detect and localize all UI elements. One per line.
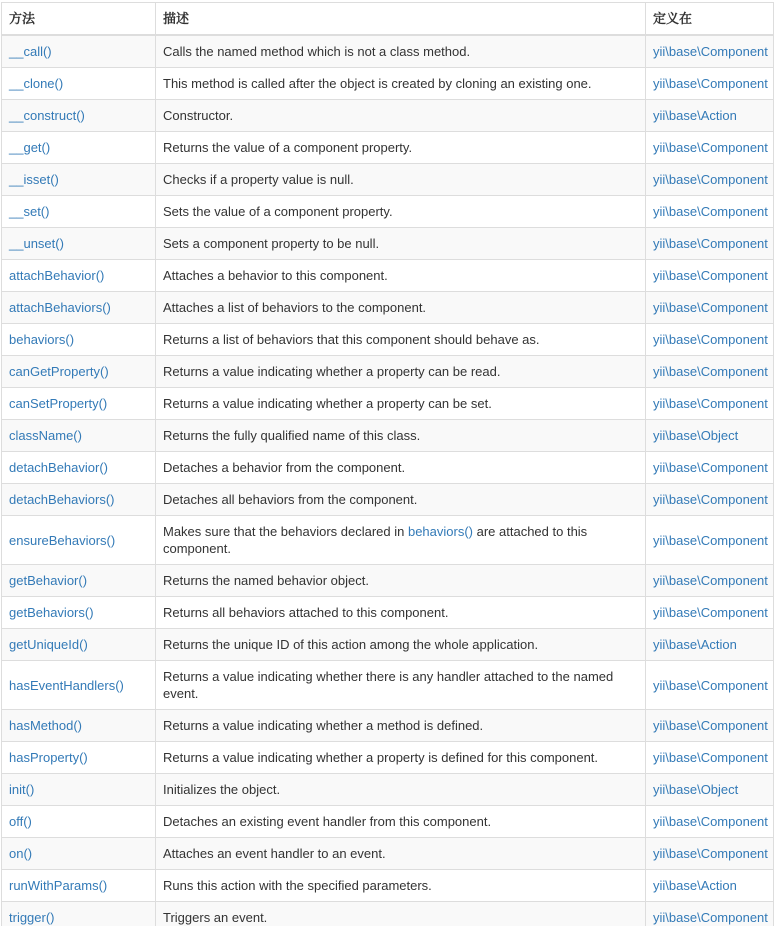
defined-in-cell xyxy=(646,774,774,806)
defined-in-cell xyxy=(646,356,774,388)
description-cell xyxy=(156,774,646,806)
description-cell xyxy=(156,597,646,629)
table-row xyxy=(2,35,774,68)
description-text: Calls the named method which is not a class method. xyxy=(163,44,471,59)
table-row xyxy=(2,260,774,292)
defined-in-cell xyxy=(646,597,774,629)
defined-in-cell xyxy=(646,164,774,196)
defined-in-cell xyxy=(646,100,774,132)
defined-in-cell xyxy=(646,806,774,838)
table-row xyxy=(2,196,774,228)
table-row xyxy=(2,484,774,516)
method-link[interactable]: ensureBehaviors() xyxy=(9,532,116,548)
method-link[interactable]: getUniqueId() xyxy=(9,637,88,652)
defined-in-cell xyxy=(646,324,774,356)
method-link[interactable]: init() xyxy=(9,782,35,797)
description-text: Attaches a list of behaviors to the component. xyxy=(163,300,427,315)
method-cell xyxy=(2,228,156,260)
public-methods-table xyxy=(1,2,774,926)
defined-in-class-link[interactable]: yii\base\Component xyxy=(653,300,768,315)
table-row xyxy=(2,742,774,774)
description-cell xyxy=(156,292,646,324)
method-cell xyxy=(2,100,156,132)
defined-in-class-link[interactable]: yii\base\Component xyxy=(653,814,768,829)
defined-in-class-link[interactable]: yii\base\Component xyxy=(653,910,768,925)
description-text: Sets the value of a component property. xyxy=(163,204,393,219)
table-row xyxy=(2,902,774,926)
method-cell xyxy=(2,484,156,516)
description-cell xyxy=(156,806,646,838)
table-row xyxy=(2,164,774,196)
method-link[interactable]: off() xyxy=(9,814,32,829)
description-cell xyxy=(156,710,646,742)
method-link[interactable]: runWithParams() xyxy=(9,878,108,893)
description-text: Returns all behaviors attached to this component. xyxy=(163,605,449,620)
method-link[interactable]: attachBehavior() xyxy=(9,268,105,283)
method-link[interactable]: on() xyxy=(9,846,33,861)
defined-in-class-link[interactable]: yii\base\Component xyxy=(653,140,768,155)
defined-in-cell xyxy=(646,838,774,870)
defined-in-class-link[interactable]: yii\base\Component xyxy=(653,268,768,283)
defined-in-cell xyxy=(646,565,774,597)
description-text: Returns the fully qualified name of this class. xyxy=(163,428,421,443)
table-row xyxy=(2,420,774,452)
description-cell xyxy=(156,629,646,661)
description-cell xyxy=(156,68,646,100)
method-link[interactable]: behaviors() xyxy=(9,332,75,347)
method-cell xyxy=(2,132,156,164)
method-cell xyxy=(2,196,156,228)
description-text: Detaches a behavior from the component. xyxy=(163,460,406,475)
description-text: Returns the unique ID of this action among the whole application. xyxy=(163,637,539,652)
description-text: Detaches all behaviors from the component. xyxy=(163,492,418,507)
table-row xyxy=(2,68,774,100)
defined-in-class-link[interactable]: yii\base\Component xyxy=(653,44,768,59)
defined-in-cell xyxy=(646,68,774,100)
table-row xyxy=(2,629,774,661)
defined-in-cell xyxy=(646,228,774,260)
defined-in-class-link[interactable]: yii\base\Action xyxy=(653,878,737,893)
method-cell xyxy=(2,260,156,292)
description-text: Makes sure that the behaviors declared in xyxy=(163,524,408,539)
defined-in-class-link[interactable]: yii\base\Component xyxy=(653,750,768,765)
defined-in-class-link[interactable]: yii\base\Component xyxy=(653,396,768,411)
defined-in-class-link[interactable]: yii\base\Component xyxy=(653,718,768,733)
method-cell xyxy=(2,661,156,710)
defined-in-class-link[interactable]: yii\base\Component xyxy=(653,460,768,475)
defined-in-class-link[interactable]: yii\base\Component xyxy=(653,573,768,588)
method-cell xyxy=(2,870,156,902)
table-row xyxy=(2,516,774,565)
description-text: Returns a value indicating whether a property can be set. xyxy=(163,396,492,411)
method-link[interactable]: hasEventHandlers() xyxy=(9,677,124,693)
method-cell xyxy=(2,356,156,388)
description-cell xyxy=(156,838,646,870)
description-text: Returns the value of a component property. xyxy=(163,140,413,155)
defined-in-cell xyxy=(646,260,774,292)
method-cell xyxy=(2,35,156,68)
table-row xyxy=(2,388,774,420)
method-cell xyxy=(2,516,156,565)
description-cell xyxy=(156,742,646,774)
table-row xyxy=(2,661,774,710)
defined-in-cell xyxy=(646,661,774,710)
description-cell xyxy=(156,100,646,132)
description-text: Sets a component property to be null. xyxy=(163,236,380,251)
column-header-defined-in: 定义在 xyxy=(646,3,774,36)
header-row xyxy=(2,3,774,36)
description-cell xyxy=(156,516,646,565)
table-body xyxy=(2,35,774,926)
method-link[interactable]: getBehaviors() xyxy=(9,605,94,620)
defined-in-cell xyxy=(646,196,774,228)
method-link[interactable]: trigger() xyxy=(9,910,55,925)
defined-in-class-link[interactable]: yii\base\Component xyxy=(653,846,768,861)
defined-in-class-link[interactable]: yii\base\Object xyxy=(653,782,739,797)
table-row xyxy=(2,452,774,484)
defined-in-cell xyxy=(646,484,774,516)
method-cell xyxy=(2,838,156,870)
defined-in-cell xyxy=(646,710,774,742)
column-header-description: 描述 xyxy=(156,3,646,36)
defined-in-cell xyxy=(646,516,774,565)
description-text: Returns the named behavior object. xyxy=(163,573,369,588)
description-cell xyxy=(156,196,646,228)
defined-in-class-link[interactable]: yii\base\Component xyxy=(653,204,768,219)
defined-in-class-link[interactable]: yii\base\Component xyxy=(653,364,768,379)
method-link[interactable]: canSetProperty() xyxy=(9,396,108,411)
description-cell xyxy=(156,164,646,196)
method-link[interactable]: __unset() xyxy=(9,236,64,251)
table-row xyxy=(2,870,774,902)
description-cell xyxy=(156,35,646,68)
defined-in-cell xyxy=(646,292,774,324)
description-text: Returns a value indicating whether a property can be read. xyxy=(163,364,501,379)
description-text: Attaches an event handler to an event. xyxy=(163,846,386,861)
description-text: Runs this action with the specified parameters. xyxy=(163,878,432,893)
defined-in-class-link[interactable]: yii\base\Action xyxy=(653,637,737,652)
description-cell xyxy=(156,870,646,902)
description-text: Initializes the object. xyxy=(163,782,281,797)
method-link[interactable]: __construct() xyxy=(9,108,85,123)
table-row xyxy=(2,565,774,597)
description-cell xyxy=(156,484,646,516)
defined-in-class-link[interactable]: yii\base\Action xyxy=(653,108,737,123)
method-cell xyxy=(2,629,156,661)
column-header-method: 方法 xyxy=(2,3,156,36)
method-cell xyxy=(2,902,156,926)
defined-in-cell xyxy=(646,902,774,926)
defined-in-class-link[interactable]: yii\base\Component xyxy=(653,172,768,187)
table-row xyxy=(2,356,774,388)
method-cell xyxy=(2,420,156,452)
method-cell xyxy=(2,164,156,196)
description-cell xyxy=(156,324,646,356)
method-link[interactable]: canGetProperty() xyxy=(9,364,109,379)
description-cell xyxy=(156,228,646,260)
description-text: Returns a value indicating whether there is any handler attached to the named event. xyxy=(163,669,614,701)
description-text: Returns a value indicating whether a property is defined for this component. xyxy=(163,750,599,765)
method-link[interactable]: __get() xyxy=(9,140,51,155)
description-cell xyxy=(156,388,646,420)
description-inline-link[interactable]: behaviors() xyxy=(407,524,473,539)
defined-in-cell xyxy=(646,870,774,902)
defined-in-class-link[interactable]: yii\base\Component xyxy=(653,605,768,620)
defined-in-class-link[interactable]: yii\base\Component xyxy=(653,492,768,507)
method-cell xyxy=(2,597,156,629)
defined-in-cell xyxy=(646,452,774,484)
description-cell xyxy=(156,420,646,452)
table-row xyxy=(2,597,774,629)
method-cell xyxy=(2,742,156,774)
defined-in-class-link[interactable]: yii\base\Component xyxy=(653,332,768,347)
method-cell xyxy=(2,774,156,806)
defined-in-class-link[interactable]: yii\base\Component xyxy=(653,236,768,251)
method-cell xyxy=(2,388,156,420)
description-cell xyxy=(156,565,646,597)
defined-in-cell xyxy=(646,420,774,452)
description-cell xyxy=(156,132,646,164)
method-link[interactable]: __isset() xyxy=(9,172,59,187)
table-header xyxy=(2,3,774,36)
table-row xyxy=(2,838,774,870)
defined-in-class-link[interactable]: yii\base\Component xyxy=(653,677,768,693)
method-cell xyxy=(2,806,156,838)
description-text: Checks if a property value is null. xyxy=(163,172,354,187)
method-link[interactable]: getBehavior() xyxy=(9,573,88,588)
defined-in-cell xyxy=(646,742,774,774)
defined-in-cell xyxy=(646,132,774,164)
table-row xyxy=(2,774,774,806)
description-text: Constructor. xyxy=(163,108,234,123)
description-text: Returns a value indicating whether a method is defined. xyxy=(163,718,484,733)
table-row xyxy=(2,132,774,164)
description-text: This method is called after the object is created by cloning an existing one. xyxy=(163,76,592,91)
table-row xyxy=(2,806,774,838)
method-cell xyxy=(2,324,156,356)
description-text: Detaches an existing event handler from this component. xyxy=(163,814,492,829)
description-text: Returns a list of behaviors that this component should behave as. xyxy=(163,332,540,347)
table-row xyxy=(2,324,774,356)
description-text: Triggers an event. xyxy=(163,910,268,925)
table-row xyxy=(2,228,774,260)
method-link[interactable]: __call() xyxy=(9,44,52,59)
defined-in-cell xyxy=(646,35,774,68)
method-cell xyxy=(2,68,156,100)
defined-in-cell xyxy=(646,629,774,661)
description-cell xyxy=(156,356,646,388)
method-link[interactable]: attachBehaviors() xyxy=(9,300,111,315)
defined-in-class-link[interactable]: yii\base\Component xyxy=(653,76,768,91)
description-cell xyxy=(156,661,646,710)
method-cell xyxy=(2,452,156,484)
method-cell xyxy=(2,565,156,597)
table-row xyxy=(2,292,774,324)
method-link[interactable]: hasMethod() xyxy=(9,718,82,733)
method-link[interactable]: __set() xyxy=(9,204,50,219)
description-text-continued: are attached to this component. xyxy=(163,524,588,556)
table-row xyxy=(2,100,774,132)
defined-in-class-link[interactable]: yii\base\Component xyxy=(653,532,768,548)
defined-in-class-link[interactable]: yii\base\Object xyxy=(653,428,739,443)
description-cell xyxy=(156,902,646,926)
defined-in-cell xyxy=(646,388,774,420)
method-cell xyxy=(2,292,156,324)
table-row xyxy=(2,710,774,742)
method-link[interactable]: detachBehavior() xyxy=(9,460,108,475)
method-link[interactable]: hasProperty() xyxy=(9,750,88,765)
description-cell xyxy=(156,260,646,292)
method-link[interactable]: className() xyxy=(9,428,82,443)
method-link[interactable]: __clone() xyxy=(9,76,64,91)
method-cell xyxy=(2,710,156,742)
description-cell xyxy=(156,452,646,484)
description-text: Attaches a behavior to this component. xyxy=(163,268,388,283)
method-link[interactable]: detachBehaviors() xyxy=(9,492,115,507)
